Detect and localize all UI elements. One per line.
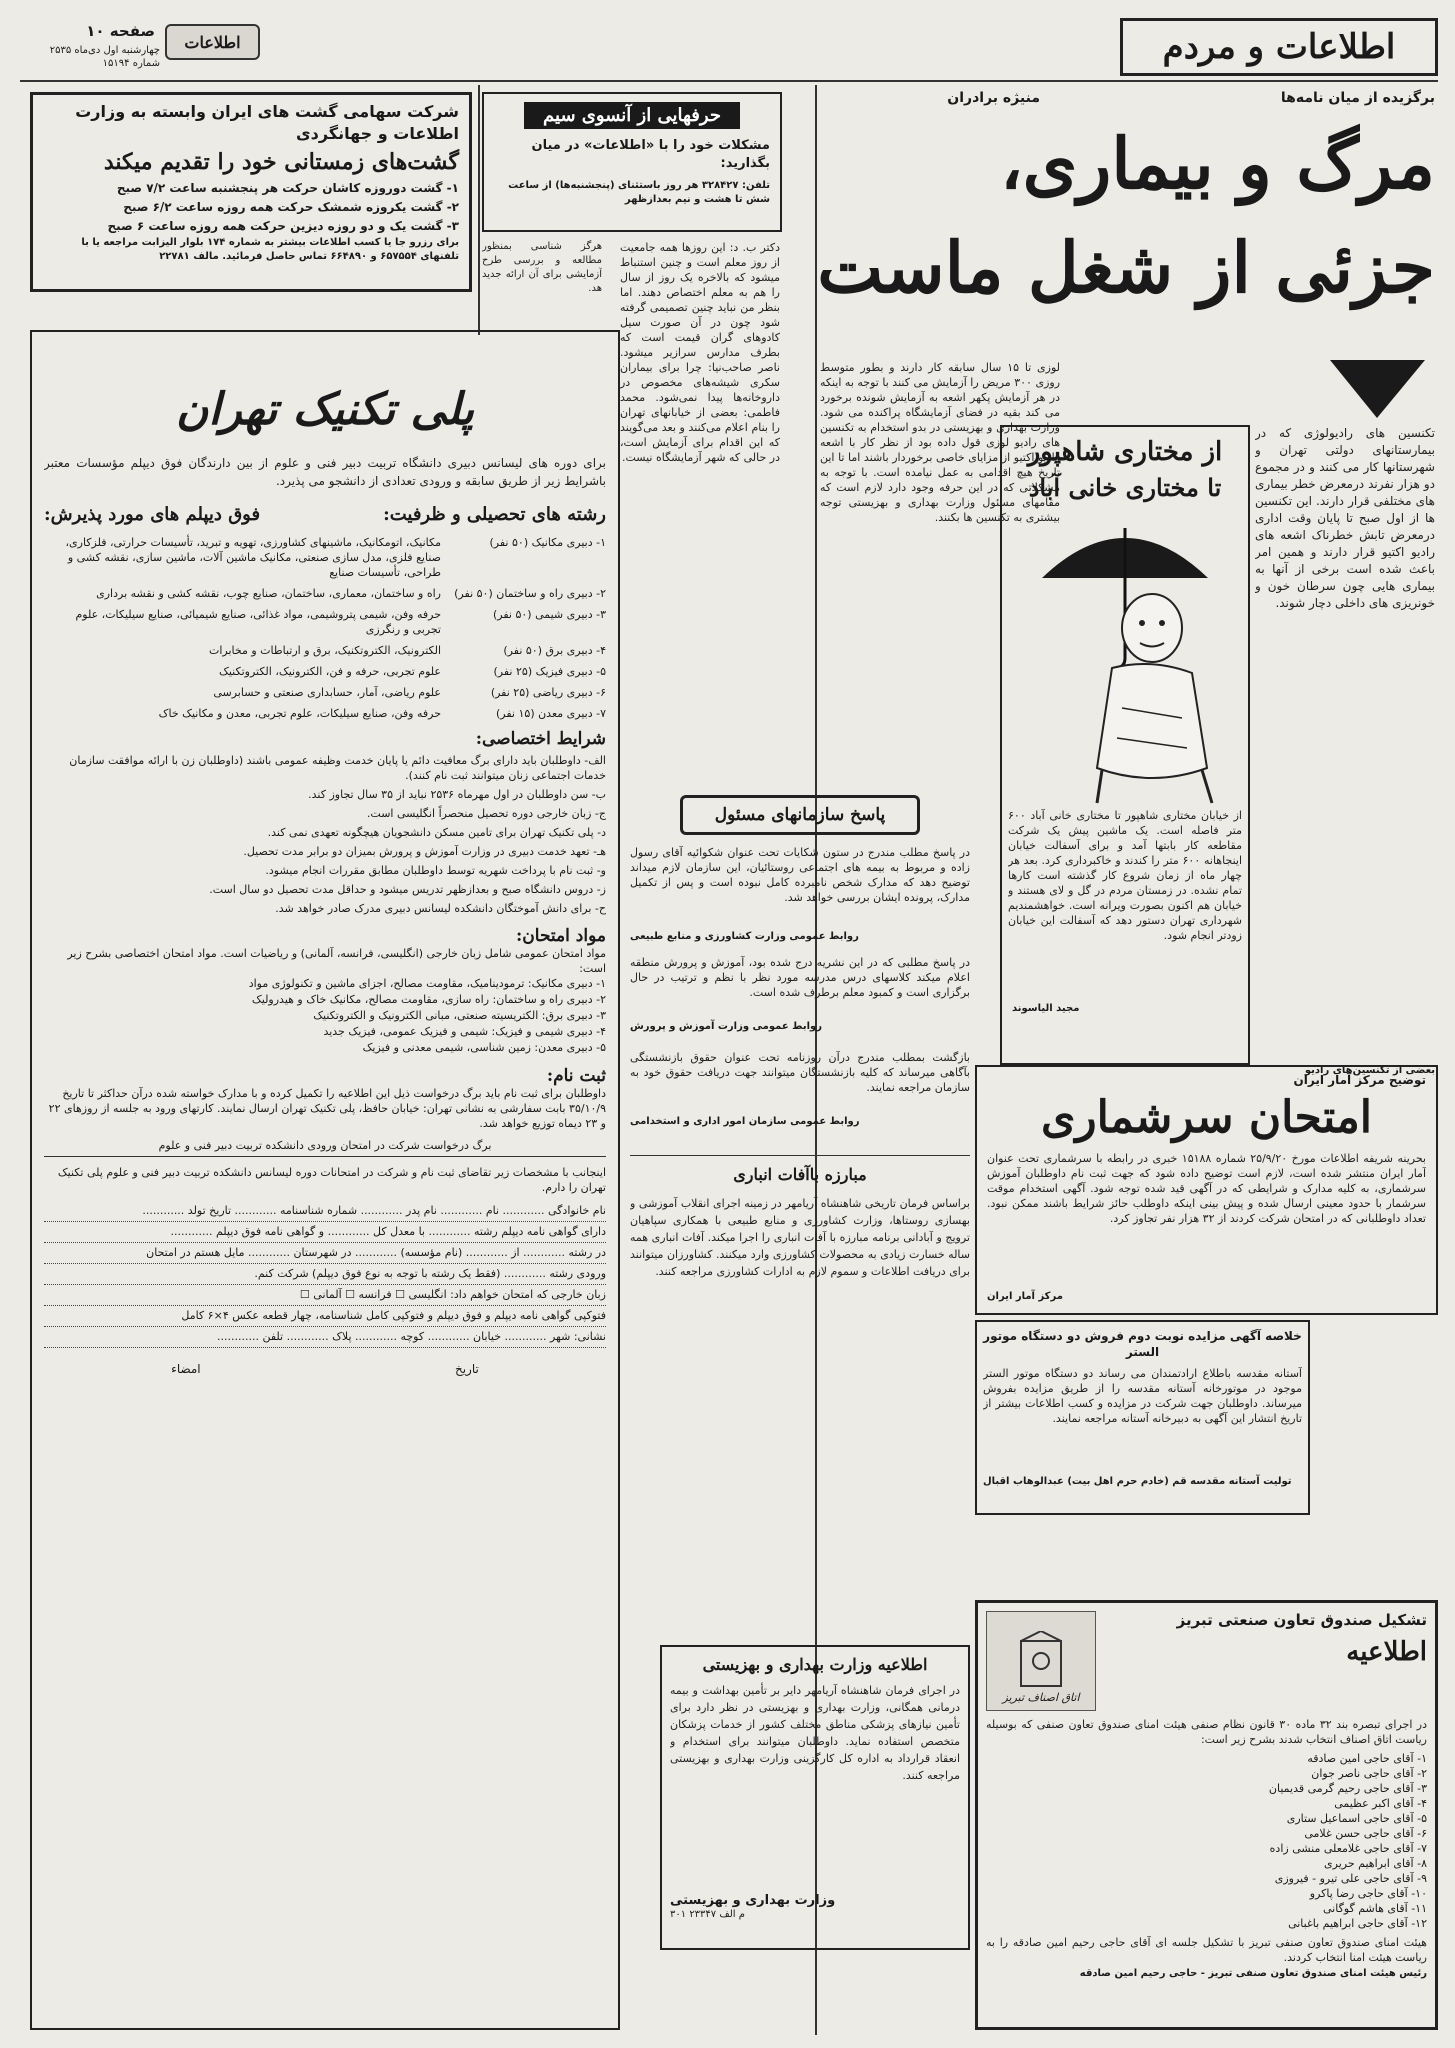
- masthead-text: اطلاعات: [184, 32, 241, 52]
- conditions-list: [44, 753, 606, 916]
- article-headline-1: مرگ و بیماری،: [1000, 122, 1435, 205]
- field-name: ۷- دبیری معدن (۱۵ نفر): [496, 707, 606, 720]
- date-line: چهارشنبه اول دی‌ماه ۲۵۳۵ شماره ۱۵۱۹۴: [49, 45, 160, 69]
- member-item: ۱۱- آقای هاشم گوگانی: [1323, 1902, 1427, 1915]
- khanabad-box: [1000, 425, 1250, 1065]
- reg-body: داوطلبان برای ثبت نام باید برگ درخواست ذیل این اطلاعیه را تکمیل کرده و با مدارک خواسته شده درآن حداکثر تا تاریخ ۳۵/۱۰/۹ بابت سفارشی به نشانی تهران: خیابان حافظ، پلی تکنیک تهران ارسال نمایند. کارتهای ورود به جلسه از روزهای ۲۲ و ۲۳ دیماه توزیع خواهد شد.: [48, 1087, 606, 1130]
- field-name: ۶- دبیری ریاضی (۲۵ نفر): [490, 686, 606, 699]
- member-item: ۱۰- آقای حاجی رضا پاکرو: [1309, 1887, 1427, 1900]
- condition-item: ب- سن داوطلبان در اول مهرماه ۲۵۳۶ نباید از ۳۵ سال تجاوز کند.: [308, 788, 606, 801]
- column-rule-mid: [478, 85, 480, 335]
- article-headline-2: جزئی از شغل ماست: [817, 226, 1435, 309]
- condition-item: ح- برای دانش آموختگان دانشکده لیسانس دبیری مدرک صادر خواهد شد.: [275, 902, 606, 915]
- field-accepted: علوم تجربی، حرفه و فن، الکترونیک، الکتروتکنیک: [219, 665, 441, 678]
- fields-col-head: رشته های تحصیلی و ظرفیت:: [383, 504, 606, 525]
- condition-item: ز- دروس دانشگاه صبح و بعدازظهر تدریس میشود و حداقل مدت تحصیل دو سال است.: [209, 883, 606, 896]
- member-item: ۵- آقای حاجی اسماعیل ستاری: [1286, 1812, 1427, 1825]
- responsible-body-2: در پاسخ مطلبی که در این نشریه درج شده بود، آموزش و پرورش منطقه اعلام میکند کلاسهای درس مدرسه مورد نظر با نظم و ترتیب در حال برگزاری است و کمبود معلم برطرف شده است.: [630, 956, 970, 999]
- responsible-sign-2: روابط عمومی وزارت آموزش و پرورش: [630, 1021, 822, 1032]
- khanabad-body: از خیابان مختاری شاهپور تا مختاری خانی آباد ۶۰۰ متر فاصله است. یک ماشین پیش یک شرکت مقاطعه کار بابتها آمد و برای آسفالت خیابان اینجاهانه ۶۰۰ متر را کندند و خاکبرداری کرد. بعد هر چهار ماه از زمان شروع کار گذشته است کارها تمام نشده. در زمستان مردم در گل و لای هستند و خیابان هم اکنون بصورت ویرانه است. خواهشمندیم شهرداری تهران دستور دهد که آسفالت این خیابان زودتر انجام شود.: [1008, 809, 1242, 942]
- behdari-body: در اجرای فرمان شاهنشاه آریامهر دایر بر تأمین بهداشت و بیمه درمانی همگانی، وزارت بهداری و بهزیستی در نظر دارد برای تأمین نیازهای پزشکی مناطق مختلف کشور از خدمات پزشکان متخصص استفاده نماید. داوطلبان میتوانند برای استخدام و انعقاد قرارداد به اداره کل کارگزینی وزارت بهداری و بهزیستی مراجعه کنند.: [670, 1684, 960, 1782]
- exam-item: ۲- دبیری راه و ساختمان: راه سازی، مقاومت مصالح، مکانیک خاک و هیدرولیک: [251, 993, 606, 1006]
- condition-item: ج- زبان خارجی دوره تحصیل منحصراً انگلیسی است.: [366, 807, 606, 820]
- sar-shomari-box: [975, 1065, 1438, 1315]
- field-row: [44, 664, 606, 679]
- field-row: [44, 643, 606, 658]
- exam-item: ۵- دبیری معدن: زمین شناسی، شیمی معدنی و فیزیک: [362, 1041, 606, 1054]
- exam-item: ۴- دبیری شیمی و فیزیک: شیمی و فیزیک عمومی، فیزیک جدید: [323, 1025, 606, 1038]
- section-title: اطلاعات و مردم: [1162, 27, 1396, 67]
- sar-shomari-body: بحرینه شریفه اطلاعات مورخ ۲۵/۹/۲۰ شماره ۱۵۱۸۸ خبری در رابطه با سرشماری تحت عنوان آمار ایران منتشر شده است، لازم است توضیح داده شود که جهت ثبت نام داوطلبان آموزش سرشماری، به کلیه مدارک و شرایطی که در آگهی قید شده توجه شود. آگهی استخدام موقت سرشمار با حدود معینی ارسال شده و پیش بینی اینکه داوطلب حائز شرایط باشند ممکن نبود. تعداد داوطلبانی که در امتحان شرکت کردند از ۳۲ هزار نفر تجاوز کرد.: [987, 1152, 1426, 1225]
- member-item: ۹- آقای حاجی علی تیرو - فیروزی: [1274, 1872, 1427, 1885]
- accepted-col-head: فوق دیپلم های مورد پذیرش:: [44, 504, 261, 525]
- triangle-ornament: [1330, 360, 1425, 420]
- tour-ad-headline: گشت‌های زمستانی خود را تقدیم میکند: [103, 149, 459, 175]
- field-accepted: علوم ریاضی، آمار، حسابداری صنعتی و حسابرسی: [213, 686, 441, 699]
- responsible-body-3: بازگشت بمطلب مندرج درآن روزنامه تحت عنوان حقوق بازنشستگی بآگاهی میرساند که کلیه بازنشستگان میتوانند جهت دریافت حقوق خود به سازمان مراجعه نمایند.: [630, 1051, 970, 1094]
- article-author: منیژه برادران: [947, 90, 1040, 106]
- tabriz-badge-image: [986, 1611, 1096, 1711]
- field-name: ۵- دبیری فیزیک (۲۵ نفر): [493, 665, 606, 678]
- umbrella-man-illustration: [1002, 508, 1248, 808]
- tabriz-headline: اطلاعیه: [1346, 1637, 1427, 1667]
- sar-shomari-sign: مرکز آمار ایران: [987, 1291, 1063, 1302]
- complaint-side: هرگز شناسی بمنظور مطالعه و بررسی طرح آزمایشی برای آن ارائه جدید هد.: [482, 241, 602, 294]
- masthead-logo: [165, 24, 260, 60]
- member-item: ۱۲- آقای حاجی ابراهیم باغبانی: [1288, 1917, 1427, 1930]
- sar-shomari-headline: امتحان سرشماری: [1040, 1092, 1373, 1143]
- complaint-box: [482, 92, 782, 232]
- top-rule: [20, 80, 1438, 82]
- member-item: ۳- آقای حاجی رحیم گرمی قدیمیان: [1268, 1782, 1427, 1795]
- member-item: ۸- آقای ابراهیم حریری: [1324, 1857, 1427, 1870]
- tabriz-title: تشکیل صندوق تعاون صنعتی تبریز: [1176, 1611, 1427, 1629]
- responsible-title: پاسخ سازمانهای مسئول: [714, 805, 886, 825]
- form-field-major[interactable]: ورودی رشته ............ (فقط یک رشته با توجه به نوع فوق دیپلم) شرکت کنم.: [44, 1264, 606, 1285]
- tabriz-sign: رئیس هیئت امنای صندوق تعاون صنفی تبریز - حاجی رحیم امین صادقه: [1079, 1968, 1427, 1979]
- polytechnic-title: پلی تکنیک تهران: [176, 384, 474, 435]
- tour-line-3: ۳- گشت یک و دو روزه دیزین حرکت همه روزه ساعت ۶ صبح: [107, 219, 459, 233]
- form-title: برگ درخواست شرکت در امتحان ورودی دانشکده تربیت دبیر فنی و علوم: [44, 1139, 606, 1157]
- field-accepted: مکانیک، اتومکانیک، ماشینهای کشاورزی، تهویه و تبرید، تأسیسات حرارتی، فلزکاری، صنایع فلزی، مدل سازی صنعتی، مکانیک ماشین آلات، ماشین سازی، نقشه کشی و طراحی، تأسیسات صنایع: [65, 536, 441, 579]
- responsible-body: در پاسخ مطلب مندرج در ستون شکایات تحت عنوان شکوائیه آقای رسول زاده و مربوط به بیمه های اجتماعی روستائیان، این سازمان لازم میداند توضیح دهد که مدارک شخص نامبرده کامل نبوده است و پس از تکمیل مدارک، پرونده ایشان بررسی خواهد شد.: [630, 846, 970, 904]
- conditions-head: شرایط اختصاصی:: [475, 729, 606, 749]
- behdari-sign: وزارت بهداری و بهزیستی: [670, 1893, 836, 1908]
- field-accepted: حرفه وفن، شیمی پتروشیمی، مواد غذائی، صنایع شیمیائی، صنایع سیلیکات، علوم تجربی و رنگرزی: [75, 608, 441, 636]
- auction-title: خلاصه آگهی مزایده نوبت دوم فروش دو دستگاه موتور الستر: [983, 1329, 1302, 1359]
- tour-ad-title: شرکت سهامی گشت های ایران وابسته به وزارت اطلاعات و جهانگردی: [75, 102, 459, 143]
- tour-contact: برای رزرو جا یا کسب اطلاعات بیشتر به شماره ۱۷۴ بلوار الیزابت مراجعه یا با تلفنهای ۶۵۷۵۵۴ و ۶۶۴۸۹۰ تماس حاصل فرمائید. مالف ۲۲۷۸۱: [81, 237, 459, 262]
- responsible-title-box: [680, 795, 920, 835]
- behdari-box: [660, 1645, 970, 1950]
- form-field-diploma[interactable]: دارای گواهی نامه دیپلم رشته ............ با معدل کل ............ و گواهی نامه فوق دیپلم ............: [44, 1222, 606, 1243]
- field-accepted: حرفه وفن، صنایع سیلیکات، علوم تجربی، معدن و مکانیک خاک: [158, 707, 441, 720]
- sar-shomari-kicker: توضیح مرکز آمار ایران: [1293, 1073, 1426, 1087]
- field-row: [44, 685, 606, 700]
- khanabad-title-2: تا مختاری خانی آباد: [1028, 473, 1222, 502]
- field-name: ۱- دبیری مکانیک (۵۰ نفر): [489, 536, 606, 549]
- member-item: ۷- آقای حاجی غلامعلی منشی زاده: [1269, 1842, 1427, 1855]
- form-signature-label: امضاء: [171, 1362, 201, 1376]
- tabriz-footer: هیئت امنای صندوق تعاون صنفی تبریز با تشکیل جلسه ای آقای حاجی رحیم امین صادقه را به ریاست هیئت امنا انتخاب کردند.: [986, 1936, 1427, 1964]
- form-intro: اینجانب با مشخصات زیر تقاضای ثبت نام و شرکت در امتحانات دوره لیسانس دانشکده تربیت دبیر فنی و علوم پلی تکنیک تهران را دارم.: [57, 1166, 606, 1194]
- complaint-title: حرفهایی از آنسوی سیم: [524, 102, 740, 129]
- field-name: ۲- دبیری راه و ساختمان (۵۰ نفر): [454, 587, 606, 600]
- polytechnic-ad-box: [30, 330, 620, 2030]
- member-item: ۱- آقای حاجی امین صادقه: [1307, 1752, 1427, 1765]
- member-item: ۲- آقای حاجی ناصر جوان: [1311, 1767, 1427, 1780]
- fields-table: [44, 535, 606, 721]
- tabriz-box: [975, 1600, 1438, 2030]
- exam-intro: مواد امتحان عمومی شامل زبان خارجی (انگلیسی، فرانسه، آلمانی) و ریاضیات است. مواد امتحان اختصاصی بشرح زیر است:: [67, 947, 606, 975]
- polytechnic-intro: برای دوره های لیسانس دبیری دانشگاه تربیت دبیر فنی و علوم از بین دارندگان فوق دیپلم مؤسسات معتبر باشرایط زیر از طریق سابقه و ورودی تعدادی از دانشجو می پذیرد.: [44, 456, 606, 488]
- member-item: ۶- آقای حاجی حسن غلامی: [1304, 1827, 1427, 1840]
- bafat-body: براساس فرمان تاریخی شاهنشاه آریامهر در زمینه اجرای انقلاب آموزشی و بهسازی روستاها، وزارت کشاورزی و منابع طبیعی با همکاری سپاهیان ترویج و آبادانی برنامه مبارزه با آفات انباری را اجرا میکند. آفات انباری همه ساله خسارت زیادی به محصولات کشاورزی وارد میکنند. کشاورزان میتوانند برای دریافت اطلاعات و سموم لازم به ادارات کشاورزی مراجعه کنند.: [630, 1197, 970, 1278]
- bafat-title: مبارزه باآفات انباری: [733, 1165, 867, 1184]
- field-row: [44, 706, 606, 721]
- application-form: [44, 1201, 606, 1348]
- field-row: [44, 535, 606, 580]
- article-signature: بعضی از تکنسین‌های رادیو: [1304, 1065, 1435, 1076]
- exam-head: مواد امتحان:: [516, 926, 606, 946]
- auction-box: [975, 1320, 1310, 1515]
- field-row: [44, 607, 606, 637]
- form-date-label: تاریخ: [454, 1362, 479, 1376]
- member-item: ۴- آقای اکبر عظیمی: [1334, 1797, 1427, 1810]
- article-lead: تکنسین های رادیولوژی که در بیمارستانهای دولتی تهران و شهرستانها کار می کنند و در مجموع دو هزار نفرند درمعرض خطر بیماری های مختلفی قرار دارند. این تکنسین ها از اول صبح تا پایان وقت اداری درمعرض تابش خطرناک اشعه های رادیو اکتیو قرار دارند و همین امر باعث شده است برخی از آنها به بیماری هایی چون سرطان خون و خونریزی های داخلی دچار شوند.: [1255, 426, 1435, 610]
- auction-sign: تولیت آستانه مقدسه قم (خادم حرم اهل بیت) عبدالوهاب اقبال: [983, 1476, 1292, 1487]
- rule-responsible: [630, 1155, 970, 1156]
- tour-line-1: ۱- گشت دوروزه کاشان حرکت هر پنجشنبه ساعت ۷/۲ صبح: [116, 181, 459, 195]
- tabriz-intro: در اجرای تبصره بند ۳۲ ماده ۳۰ قانون نظام صنفی هیئت امنای صندوق تعاون صنفی که بوسیله ریاست اتاق اصناف انتخاب شدند بشرح زیر است:: [986, 1718, 1427, 1746]
- form-field-attachments[interactable]: فتوکپی گواهی نامه دیپلم و فوق دیپلم و فتوکپی کامل شناسنامه، چهار قطعه عکس ۴×۶ کامل: [44, 1306, 606, 1327]
- khanabad-title-1: از مختاری شاهپور: [1027, 437, 1223, 467]
- page-label: صفحه ۱۰: [86, 22, 155, 40]
- behdari-code: م الف ۲۳۳۴۷ ۳۰۱: [670, 1909, 745, 1920]
- behdari-title: اطلاعیه وزارت بهداری و بهزیستی: [702, 1655, 928, 1674]
- form-field-language[interactable]: زبان خارجی که امتحان خواهم داد: انگلیسی ☐ فرانسه ☐ آلمانی ☐: [44, 1285, 606, 1306]
- tour-ad-box: [30, 92, 472, 292]
- condition-item: د- پلی تکنیک تهران برای تامین مسکن دانشجویان هیچگونه تعهدی نمی کند.: [267, 826, 606, 839]
- form-field-institute[interactable]: در رشته ............ از ............ (نام مؤسسه) ............ در شهرستان ............ مایل هستم در امتحان: [44, 1243, 606, 1264]
- field-accepted: راه و ساختمان، معماری، ساختمان، صنایع چوب، نقشه کشی و نقشه برداری: [96, 587, 441, 600]
- form-field-name[interactable]: نام خانوادگی ............ نام ............ نام پدر ............ شماره شناسنامه ............ تاریخ تولد ............: [44, 1201, 606, 1222]
- section-title-box: [1120, 18, 1438, 76]
- exam-item: ۳- دبیری برق: الکتریسیته صنعتی، مبانی الکترونیک و الکتروتکنیک: [313, 1009, 606, 1022]
- reg-head: ثبت نام:: [546, 1066, 606, 1086]
- auction-body: آستانه مقدسه باطلاع ارادتمندان می رساند دو دستگاه موتور الستر موجود در موتورخانه آستانه مقدسه را از طریق مزایده بفروش میرساند. داوطلبان جهت شرکت در مزایده و کسب اطلاعات بیشتر از تاریخ انتشار این آگهی به دبیرخانه آستانه مراجعه نمایند.: [983, 1367, 1302, 1425]
- tabriz-members: [986, 1751, 1427, 1931]
- exam-list: [44, 976, 606, 1056]
- complaint-phone: تلفن: ۳۲۸۴۲۷ هر روز باستثنای (پنجشنبه‌ها) از ساعت شش تا هشت و نیم بعدازظهر: [508, 180, 770, 205]
- responsible-sign-1: روابط عمومی وزارت کشاورزی و منابع طبیعی: [630, 931, 859, 942]
- exam-item: ۱- دبیری مکانیک: ترمودینامیک، مقاومت مصالح، اجزای ماشین و تکنولوژی مواد: [248, 977, 606, 990]
- condition-item: الف- داوطلبان باید دارای برگ معافیت دائم یا پایان خدمت وظیفه عمومی باشند (داوطلبان زن با ارائه موافقت سازمان خدمات اجتماعی زنان میتوانند ثبت نام کنند).: [69, 754, 606, 782]
- condition-item: و- ثبت نام با پرداخت شهریه توسط داوطلبان مطابق مقررات انجام میشود.: [265, 864, 606, 877]
- tour-line-2: ۲- گشت یکروزه شمشک حرکت همه روزه ساعت ۶/۲ صبح: [123, 200, 459, 214]
- article-kicker: برگزیده از میان نامه‌ها: [1280, 90, 1435, 106]
- complaint-body: دکتر ب. د: این روزها همه جامعیت از روز معلم است و چنین استنباط میشود که بالاخره یک روز از سال را هم به معلم اختصاص دهند. اما بنظر من نباید چنین تصمیمی گرفته شود چون در آن صورت سیل کادوهای گران قیمت است که بطرف مدارس سرازیر میشود. ناصر صاحب‌نیا: چرا برای بیماران سکری شیشه‌های مخصوص در داروخانه‌ها پیدا نمی‌شود. محمد فاطمی: بعضی از خیابانهای تهران را بنام اعلام می‌کنند و بعد می‌گویند که این اقدام برای آزمایش است، در حالی که شهر آزمایشگاه نیست.: [620, 241, 780, 464]
- tabriz-badge: اتاق اصناف تبریز: [1002, 1691, 1080, 1704]
- field-row: [44, 586, 606, 601]
- article-col-mid: لوزی تا ۱۵ سال سابقه کار دارند و بطور متوسط روزی ۳۰۰ مریض را آزمایش می کنند با توجه به اینکه در هر آزمایش پکهر اشعه به آزمایش شونده برخورد می کند بقیه در فضای آزمایشگاه پراکنده می شود. وزارت بهداری و بهزیستی در بدو استخدام به تکنسین های رادیو لوزی قول داده بود از نظر کار با اشعه رادیو اکتیو از مزایای خاصی برخوردار باشند اما تا این تاریخ هیچ اقدامی به عمل نیامده است. با توجه به مشکلاتی که در این حرفه وجود دارد لازم است که مقامهای مسئول وزارت بهداری و بهزیستی توجه بیشتری به تکنسین ها بکنند.: [820, 361, 1060, 524]
- field-accepted: الکترونیک، الکتروتکنیک، برق و ارتباطات و مخابرات: [208, 644, 441, 657]
- khanabad-signer: مجید الیاسوند: [1012, 1003, 1080, 1014]
- complaint-subtitle: مشکلات خود را با «اطلاعات» در میان بگذارید:: [531, 138, 770, 171]
- responsible-sign-3: روابط عمومی سازمان امور اداری و استخدامی: [630, 1116, 860, 1127]
- condition-item: هـ- تعهد خدمت دبیری در وزارت آموزش و پرورش بمیزان دو برابر مدت تحصیل.: [243, 845, 606, 858]
- field-name: ۴- دبیری برق (۵۰ نفر): [503, 644, 606, 657]
- form-field-address[interactable]: نشانی: شهر ............ خیابان ............ کوچه ............ پلاک ............ تلفن ............: [44, 1327, 606, 1348]
- field-name: ۳- دبیری شیمی (۵۰ نفر): [492, 608, 606, 621]
- emblem-icon: [1011, 1631, 1071, 1691]
